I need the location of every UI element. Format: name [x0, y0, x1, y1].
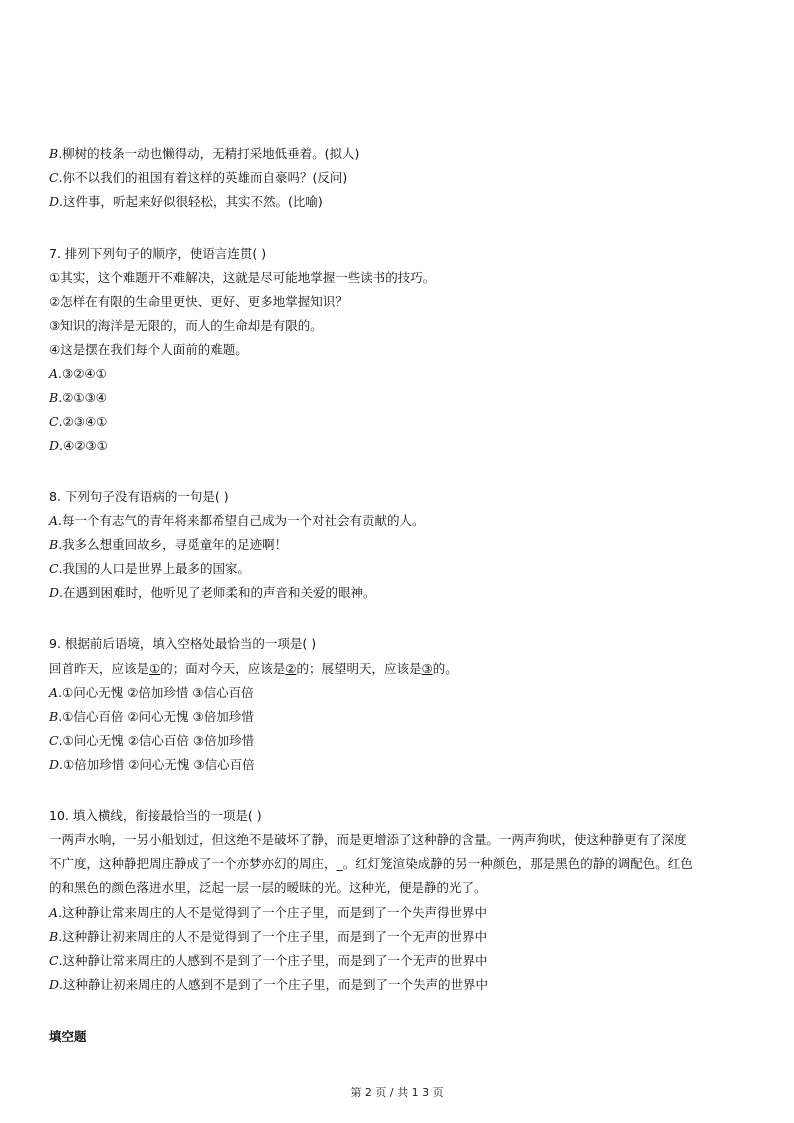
- q9-option-a: [49, 685, 254, 701]
- q10-option-d: [49, 977, 488, 993]
- option-letter: D: [49, 977, 60, 992]
- q7-sentence-3: ③知识的海洋是无限的，而人的生命却是有限的。: [49, 318, 323, 333]
- option-letter: B: [49, 929, 59, 944]
- q8-option-b: [49, 537, 287, 553]
- q9-option-d: [49, 757, 255, 773]
- option-text: .每一个有志气的青年将来都希望自己成为一个对社会有贡献的人。: [58, 513, 425, 528]
- q10-stem: 10. 填入横线，衔接最恰当的一项是( ): [49, 808, 262, 823]
- option-letter: D: [49, 757, 60, 772]
- passage-text: 不广度，这种静把周庄静成了一个亦梦亦幻的周庄，: [49, 856, 337, 871]
- q9-option-b: [49, 709, 254, 725]
- option-letter: A: [49, 685, 59, 700]
- option-letter: B: [49, 146, 59, 161]
- section-heading: 填空题: [49, 1029, 87, 1044]
- option-text: .②③④①: [58, 414, 108, 429]
- q7-stem: 7. 排列下列句子的顺序，使语言连贯( ): [49, 246, 267, 261]
- passage-text: 。红灯笼渲染成静的另一种颜色，那是黑色的静的调配色。红色: [342, 856, 693, 871]
- option-text: .这种静让常来周庄的人感到不是到了一个庄子里，而是到了一个无声的世界中: [58, 953, 488, 968]
- option-text: .你不以我们的祖国有着这样的英雄而自豪吗？(反问): [58, 170, 348, 185]
- q10-passage-line-3: 的和黑色的颜色落进水里，泛起一层一层的暧昧的光。这种光，便是静的光了。: [49, 880, 487, 895]
- option-letter: B: [49, 390, 59, 405]
- option-text: .我国的人口是世界上最多的国家。: [58, 561, 251, 576]
- q6-option-d: [49, 194, 323, 210]
- option-text: .这种静让初来周庄的人感到不是到了一个庄子里，而是到了一个失声的世界中: [59, 977, 489, 992]
- option-letter: C: [49, 953, 59, 968]
- q10-option-b: [49, 929, 487, 945]
- option-letter: A: [49, 513, 59, 528]
- q7-sentence-1: ①其实，这个难题开不难解决，这就是尽可能地掌握一些读书的技巧。: [49, 270, 436, 285]
- option-letter: C: [49, 170, 59, 185]
- option-text: .这种静让常来周庄的人不是觉得到了一个庄子里，而是到了一个失声得世界中: [58, 905, 488, 920]
- q7-option-a: [49, 366, 107, 382]
- option-text: .①倍加珍惜 ②问心无愧 ③信心百倍: [59, 757, 255, 772]
- option-text: .①问心无愧 ②信心百倍 ③倍加珍惜: [58, 733, 255, 748]
- option-letter: D: [49, 585, 60, 600]
- context-text: 的；面对今天，应该是: [160, 661, 286, 676]
- option-letter: B: [49, 709, 59, 724]
- q6-option-b: [49, 146, 359, 162]
- option-text: .这种静让初来周庄的人不是觉得到了一个庄子里，而是到了一个无声的世界中: [58, 929, 488, 944]
- option-letter: B: [49, 537, 59, 552]
- option-text: .柳树的枝条一动也懒得动，无精打采地低垂着。(拟人): [58, 146, 360, 161]
- q8-option-c: [49, 561, 250, 577]
- q7-option-b: [49, 390, 107, 406]
- q10-passage-line-2: [49, 856, 693, 872]
- option-letter: C: [49, 414, 59, 429]
- option-text: .④②③①: [59, 438, 108, 453]
- blank-marker-3: ③: [421, 661, 433, 676]
- option-text: .在遇到困难时，他听见了老师柔和的声音和关爱的眼神。: [59, 585, 376, 600]
- option-text: .③②④①: [58, 366, 107, 381]
- option-letter: A: [49, 366, 59, 381]
- q6-option-c: [49, 170, 347, 186]
- blank-marker-2: ②: [285, 661, 297, 676]
- option-letter: C: [49, 733, 59, 748]
- q9-context: [49, 661, 458, 677]
- context-text: 的；展望明天，应该是: [296, 661, 422, 676]
- q7-sentence-2: ②怎样在有限的生命里更快、更好、更多地掌握知识？: [49, 294, 348, 309]
- option-letter: D: [49, 194, 60, 209]
- q9-stem: 9. 根据前后语境，填入空格处最恰当的一项是( ): [49, 636, 317, 651]
- option-letter: C: [49, 561, 59, 576]
- page-footer: 第 2 页 / 共 1 3 页: [350, 1086, 444, 1099]
- q10-option-a: [49, 905, 487, 921]
- option-text: .②①③④: [58, 390, 107, 405]
- option-letter: D: [49, 438, 60, 453]
- q7-option-c: [49, 414, 107, 430]
- q9-option-c: [49, 733, 254, 749]
- blank-marker-1: ①: [149, 661, 161, 676]
- q7-sentence-4: ④这是摆在我们每个人面前的难题。: [49, 342, 248, 357]
- q10-passage-line-1: 一两声水响，一另小船划过，但这绝不是破坏了静，而是更增添了这种静的含量。一两声狗吠，使这种静更有了深度: [49, 832, 687, 847]
- q10-option-c: [49, 953, 488, 969]
- context-text: 的。: [432, 661, 458, 676]
- context-text: 回首昨天，应该是: [49, 661, 150, 676]
- q8-stem: 8. 下列句子没有语病的一句是( ): [49, 489, 229, 504]
- option-text: .①信心百倍 ②问心无愧 ③倍加珍惜: [58, 709, 254, 724]
- passage-blank: _: [336, 856, 343, 871]
- option-text: .这件事，听起来好似很轻松，其实不然。(比喻): [59, 194, 323, 209]
- q7-option-d: [49, 438, 108, 454]
- option-text: .①问心无愧 ②倍加珍惜 ③信心百倍: [58, 685, 254, 700]
- q8-option-a: [49, 513, 425, 529]
- option-text: .我多么想重回故乡，寻觅童年的足迹啊！: [58, 537, 288, 552]
- q8-option-d: [49, 585, 376, 601]
- option-letter: A: [49, 905, 59, 920]
